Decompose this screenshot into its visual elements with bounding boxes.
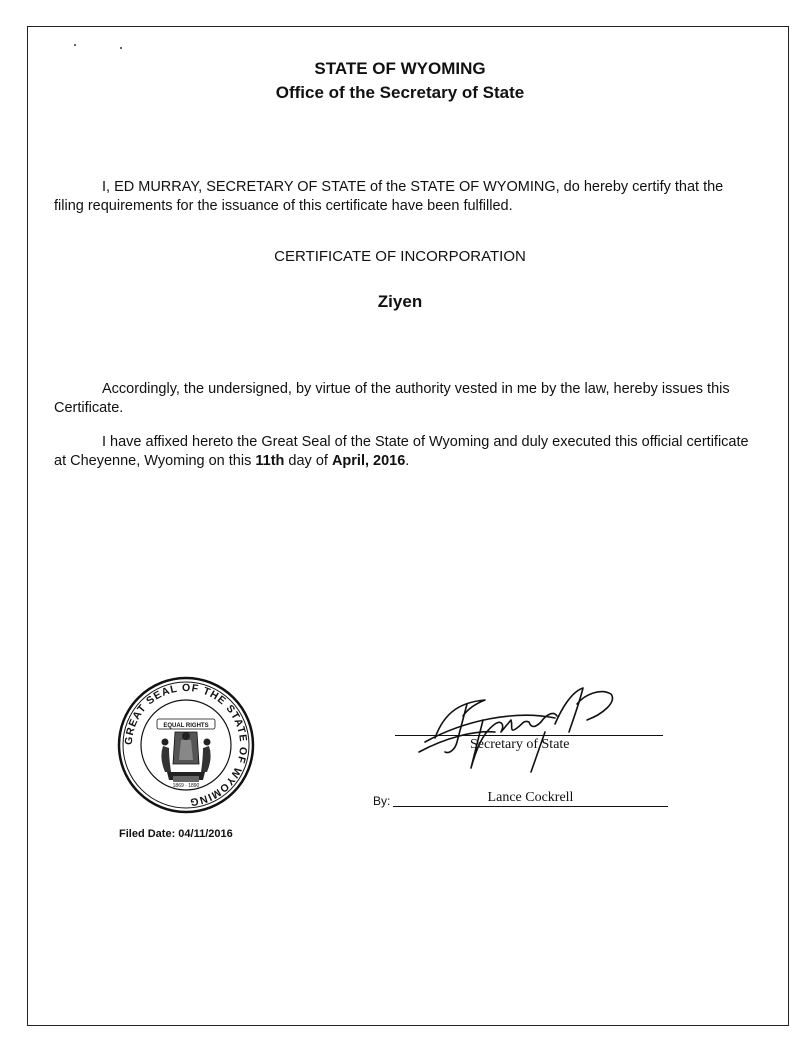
by-line xyxy=(393,806,668,807)
affixation-paragraph xyxy=(54,433,754,471)
document-border xyxy=(27,26,789,1026)
company-name: Ziyen xyxy=(377,292,423,311)
affixation-suffix: . xyxy=(405,453,410,469)
seal-ring-text: GREAT SEAL OF THE STATE OF WYOMING xyxy=(122,681,250,809)
handwritten-signature xyxy=(405,680,655,780)
seal-banner-text: EQUAL RIGHTS xyxy=(163,723,209,729)
svg-text:1869 · 1890: 1869 · 1890 xyxy=(172,783,200,789)
by-name: Lance Cockrell xyxy=(487,790,574,805)
signature-title: Secretary of State xyxy=(470,737,570,752)
scan-speck xyxy=(120,47,122,49)
issuance-paragraph: Accordingly, the undersigned, by virtue of the authority vested in me by the law, hereby issues this Certificate. xyxy=(54,381,730,416)
affixation-day: 11th xyxy=(255,453,285,469)
great-seal-of-wyoming xyxy=(117,676,255,814)
signature-line xyxy=(395,735,663,736)
filed-date: Filed Date: 04/11/2016 xyxy=(119,828,233,840)
scan-speck xyxy=(74,44,76,46)
affixation-prefix: I have affixed hereto the Great Seal of the State of Wyoming and duly executed this official certificate at Cheyenne, Wyoming on this xyxy=(54,434,749,469)
affixation-month-year: April, 2016 xyxy=(331,453,406,469)
state-heading: STATE OF WYOMING xyxy=(314,59,486,78)
affixation-middle: day of xyxy=(284,453,332,469)
certification-paragraph: I, ED MURRAY, SECRETARY OF STATE of the STATE OF WYOMING, do hereby certify that the filing requirements for the issuance of this certificate have been fulfilled. xyxy=(54,179,724,214)
certificate-type: CERTIFICATE OF INCORPORATION xyxy=(274,248,526,265)
office-heading: Office of the Secretary of State xyxy=(275,83,525,102)
by-label: By: xyxy=(373,794,391,808)
